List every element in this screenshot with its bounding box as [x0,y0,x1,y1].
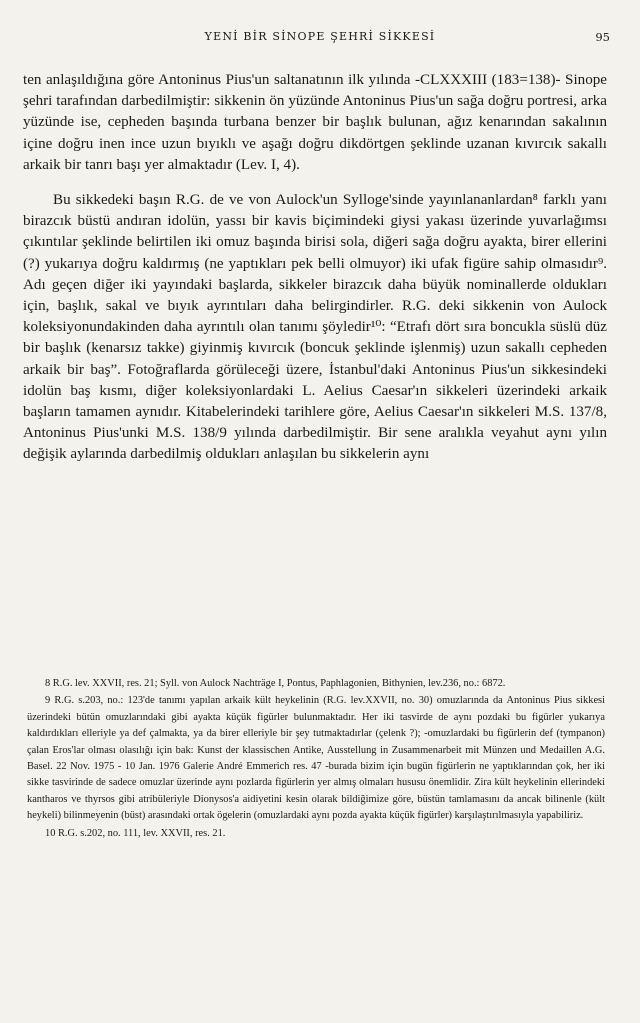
footnote-10: 10 R.G. s.202, no. 111, lev. XXVII, res. 21. [45,827,226,839]
page-header [0,30,640,48]
footnote-8: 8 R.G. lev. XXVII, res. 21; Syll. von Aulock Nachträge I, Pontus, Paphlagonien, Bithynien, lev.236, no.: 6872. [45,678,506,689]
main-text [23,70,607,466]
paragraph-2: Bu sikkedeki başın R.G. de ve von Aulock'un Sylloge'sinde yayınlananlardan⁸ farklı yanı birazcık büstü andıran idolün, yassı bir kavis biçimindeki giysi yakası üzerinde yuvarlağımsı çıkıntılar şeklinde belirtilen iki omuz başında birisi sola, diğeri sağa doğru ayakta, birer ellerini (?) yukarıya doğru kaldırmış (ne yaptıkları pek belli olmuyor) iki ufak figüre sahip olmasıdır⁹. Adı geçen diğer iki yayındaki başlarda, sikkeler birazcık daha büyük nominallerde oldukları için, başlık, sakal ve bıyık ayrıntıları daha belirgindirler. R.G. deki sikkenin von Aulock koleksiyonundakinden daha ayrıntılı olan tanımı şöyledir¹⁰: “Etrafı dört sıra boncukla süslü düz bir başlık (kenarsız takke) giyinmiş kıvırcık (boncuk şeklinde işlenmiş) uzun sakallı cepheden arkaik bir baş”. Fotoğraflarda görüleceği üzere, İstanbul'daki Antoninus Pius'un sikkesindeki idolün baş kısmı, diğer koleksiyonlardaki L. Aelius Caesar'ın sikkeleri üzerindeki arkaik başların tamamen aynıdır. Kitabelerindeki tarihlere göre, Aelius Caesar'ın sikkeleri M.S. 137/8, Antoninus Pius'unki M.S. 138/9 yılında darbedilmiştir. Bir sene aralıkla veyahut aynı yılın değişik aylarında darbedilmiş oldukları anlaşılan bu sikkelerin aynı [23,192,607,463]
page-number: 95 [595,30,610,44]
footnotes [27,676,605,843]
footnote-9: 9 R.G. s.203, no.: 123'de tanımı yapılan arkaik kült heykelinin (R.G. lev.XXVII, no. 30) omuzlarında da Antoninus Pius sikkesi üzerindeki bütün omuzlarındaki gibi ayakta küçük figürler bulunmaktadır. Her iki tasvirde de aynı pozdaki bu figürler yukarıya kaldırdıkları elleriyle ya def çalmakta, ya da birer elleriyle bir şey tutmaktadırlar (çelenk ?); -omuzlardaki bu figürlerin def (tympanon) çalan Eros'lar olması olasılığı için bak: Kunst der klassischen Antike, Ausstellung in Zusammenarbeit mit Münzen und Medaillen A.G. Basel. 22 Nov. 1975 - 10 Jan. 1976 Galerie André Emmerich res. 47 -burada bizim için bugün figürlerin ne yaptıklarından çok, her iki sikke tasvirinde de sadece omuzlar üzerinde aynı pozlarda figürlerin yer almış olmaları hususu önemlidir. Zira kült heykelinin ellerindeki kantharos ve thyrsos gibi atribüleriyle Dionysos'a aidiyetini kesin olarak bildiğimize göre, büstün tamlamasını da ancak bilinenle (kült heykeli) bilinmeyenin (büst) arasındaki ortak ögelerin (omuzlardaki aynı pozda ayakta küçük figürler) karşılaştırılmasıyla yapabiliriz. [27,695,605,822]
paragraph-1: ten anlaşıldığına göre Antoninus Pius'un saltanatının ilk yılında -CLXXXIII (183=138)- Sinope şehri tarafından darbedilmiştir: sikkenin ön yüzünde Antoninus Pius'un sağa doğru portresi, arka yüzünde ise, cepheden başında turbana benzer bir başlık bulunan, ağız kenarından sakalının içine doğru inen ince uzun bıyıklı ve aşağı doğru dikdörtgen şeklinde uzanan kıvırcık sakallı arkaik bir tanrı başı yer almaktadır (Lev. I, 4). [23,72,607,173]
running-title: YENİ BİR SİNOPE ŞEHRİ SİKKESİ [204,30,436,43]
